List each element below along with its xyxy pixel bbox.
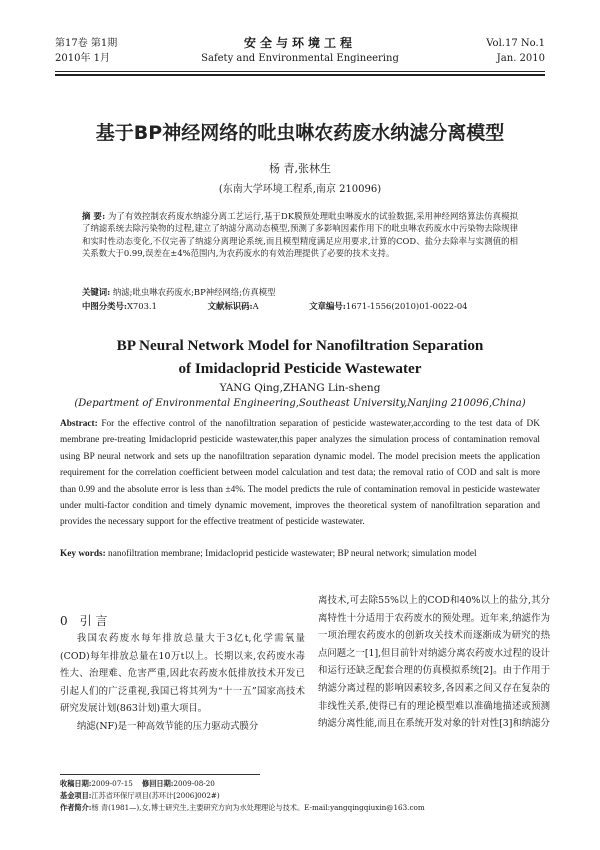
header-rule-thin xyxy=(55,71,545,72)
doc-code-label: 文献标识码: xyxy=(207,301,253,311)
journal-name-en: Safety and Environmental Engineering xyxy=(201,53,399,64)
article-no-value: 1671-1556(2010)01-0022-04 xyxy=(345,301,468,311)
header-rule-thick xyxy=(55,74,545,76)
date-en: Jan. 2010 xyxy=(496,53,545,64)
running-header xyxy=(55,36,545,74)
section-title: 引 言 xyxy=(79,614,108,628)
keywords-cn-label: 关键词: xyxy=(82,287,111,297)
keywords-en xyxy=(60,546,540,562)
clc-value: X703.1 xyxy=(126,301,157,311)
keywords-en-label: Key words: xyxy=(60,549,106,559)
title-en-line1: BP Neural Network Model for Nanofiltration Separation xyxy=(116,337,484,354)
revised-label: 修回日期: xyxy=(142,779,174,788)
abstract-cn xyxy=(82,210,518,259)
affiliation-cn: (东南大学环境工程系,南京 210096) xyxy=(218,184,382,195)
footnote-author xyxy=(60,802,545,814)
received-label: 收稿日期: xyxy=(60,779,92,788)
classification-line xyxy=(82,300,518,312)
body-paragraph: 离技术,可去除55%以上的COD和40%以上的盐分,其分离特性十分适用于农药废水的预处理。近年来,纳滤作为一项治理农药废水的创新攻关技术而逐渐成为研究的热点问题之一[1],但目前针对纳滤分离农药废水过程的设计和运行还缺乏配套合理的仿真模拟系统[2]。由于作用于纳滤分离过程的影响因素较多,各因素之间又存在复杂的非线性关系,使得已有的理论模型难以准确地描述或预测纳滤分离性能,而且在系统开发对象的针对性[3]和纳滤分 xyxy=(318,595,550,730)
header-center xyxy=(55,36,545,66)
keywords-cn xyxy=(82,286,518,298)
abstract-cn-text: 为了有效控制农药废水纳滤分离工艺运行,基于DK膜预处理吡虫啉废水的试验数据,采用神经网络算法仿真模拟了纳滤系统去除污染物的过程,建立了纳滤分离动态模型,预测了多影响因素作用下的吡虫啉农药废水中污染物去除规律和实时性动态变化,不仅完善了纳滤分离理论系统,而且模型精度满足应用要求,计算的COD、盐分去除率与实测值的相关系数大于0.99,误差在±4%范围内,为农药废水的有效治理提供了必要的技术支持。 xyxy=(82,211,519,258)
doc-code-value: A xyxy=(252,301,259,311)
section-heading xyxy=(60,612,107,629)
footnote-fund xyxy=(60,790,545,802)
fund-label: 基金项目: xyxy=(60,791,92,800)
abstract-cn-label: 摘 要: xyxy=(82,211,106,221)
body-paragraph: 纳滤(NF)是一种高效节能的压力驱动式膜分 xyxy=(76,720,259,732)
affiliation-en: (Department of Environmental Engineering,Southeast University,Nanjing 210096,China) xyxy=(74,398,526,409)
keywords-cn-text: 纳滤;吡虫啉农药废水;BP神经网络;仿真模型 xyxy=(112,287,276,297)
volume-cn: 第17卷 第1期 xyxy=(55,38,118,49)
authors-en: YANG Qing,ZHANG Lin-sheng xyxy=(219,382,381,394)
section-number: 0 xyxy=(60,614,68,628)
abstract-en xyxy=(60,416,540,531)
title-en-line2: of Imidacloprid Pesticide Wastewater xyxy=(178,360,422,377)
paper-title-en xyxy=(40,334,560,380)
article-no-label: 文章编号: xyxy=(309,301,346,311)
paper-title-cn: 基于BP神经网络的吡虫啉农药废水纳滤分离模型 xyxy=(95,122,505,144)
journal-name-cn: 安全与环境工程 xyxy=(243,36,356,50)
keywords-en-text: nanofiltration membrane; Imidacloprid pesticide wastewater; BP neural network; simulation model xyxy=(108,549,477,559)
fund-text: 江苏省环保厅项目(苏环计[2006]002#) xyxy=(91,791,220,800)
abstract-en-label: Abstract: xyxy=(60,419,98,429)
received-date: 2009-07-15 xyxy=(91,779,133,788)
clc-label: 中图分类号: xyxy=(82,301,127,311)
date-cn: 2010年 1月 xyxy=(55,53,110,64)
footnote-dates xyxy=(60,778,545,790)
volume-en: Vol.17 No.1 xyxy=(486,38,545,49)
authors-cn: 杨 青,张林生 xyxy=(269,162,331,175)
revised-date: 2009-08-20 xyxy=(173,779,215,788)
footnote xyxy=(60,778,545,814)
header-right xyxy=(486,36,545,66)
body-column-left xyxy=(60,630,305,736)
body-paragraph: 我国农药废水每年排放总量大于3亿t,化学需氧量(COD)每年排放总量在10万t以上。长期以来,农药废水毒性大、治理难、危害严重,因此农药废水低排放技术开发已引起人们的广泛重视,我国已将其列为“十一五”国家高技术研究发展计划(863计划)重大项目。 xyxy=(60,633,305,715)
body-column-right xyxy=(318,592,550,733)
author-bio-text: 杨 青(1981—),女,博士研究生,主要研究方向为水处理理论与技术。E-mail:yangqingqiuxin@163.com xyxy=(91,803,425,812)
author-bio-label: 作者简介: xyxy=(60,803,92,812)
footnote-rule xyxy=(60,774,260,775)
abstract-en-text: For the effective control of the nanofiltration separation of pesticide wastewater,according to the test data of DK membrane pre-treating Imidacloprid pesticide wastewater,this paper analyzes the simulation process of contamination removal using BP neural network and sets up the nanofiltration separation dynamic model. The model precision meets the application requirement for the correlation coefficient between model calculation and test data; the removal ratio of COD and salt is more than 0.99 and the absolute error is less than ±4%. The model predicts the rule of contamination removal in pesticide wastewater under multi-factor condition and timely dynamic movement, improves the theoretical system of nanofiltration separation and provides the necessary support for the effective treatment of pesticide wastewater. xyxy=(60,419,540,528)
